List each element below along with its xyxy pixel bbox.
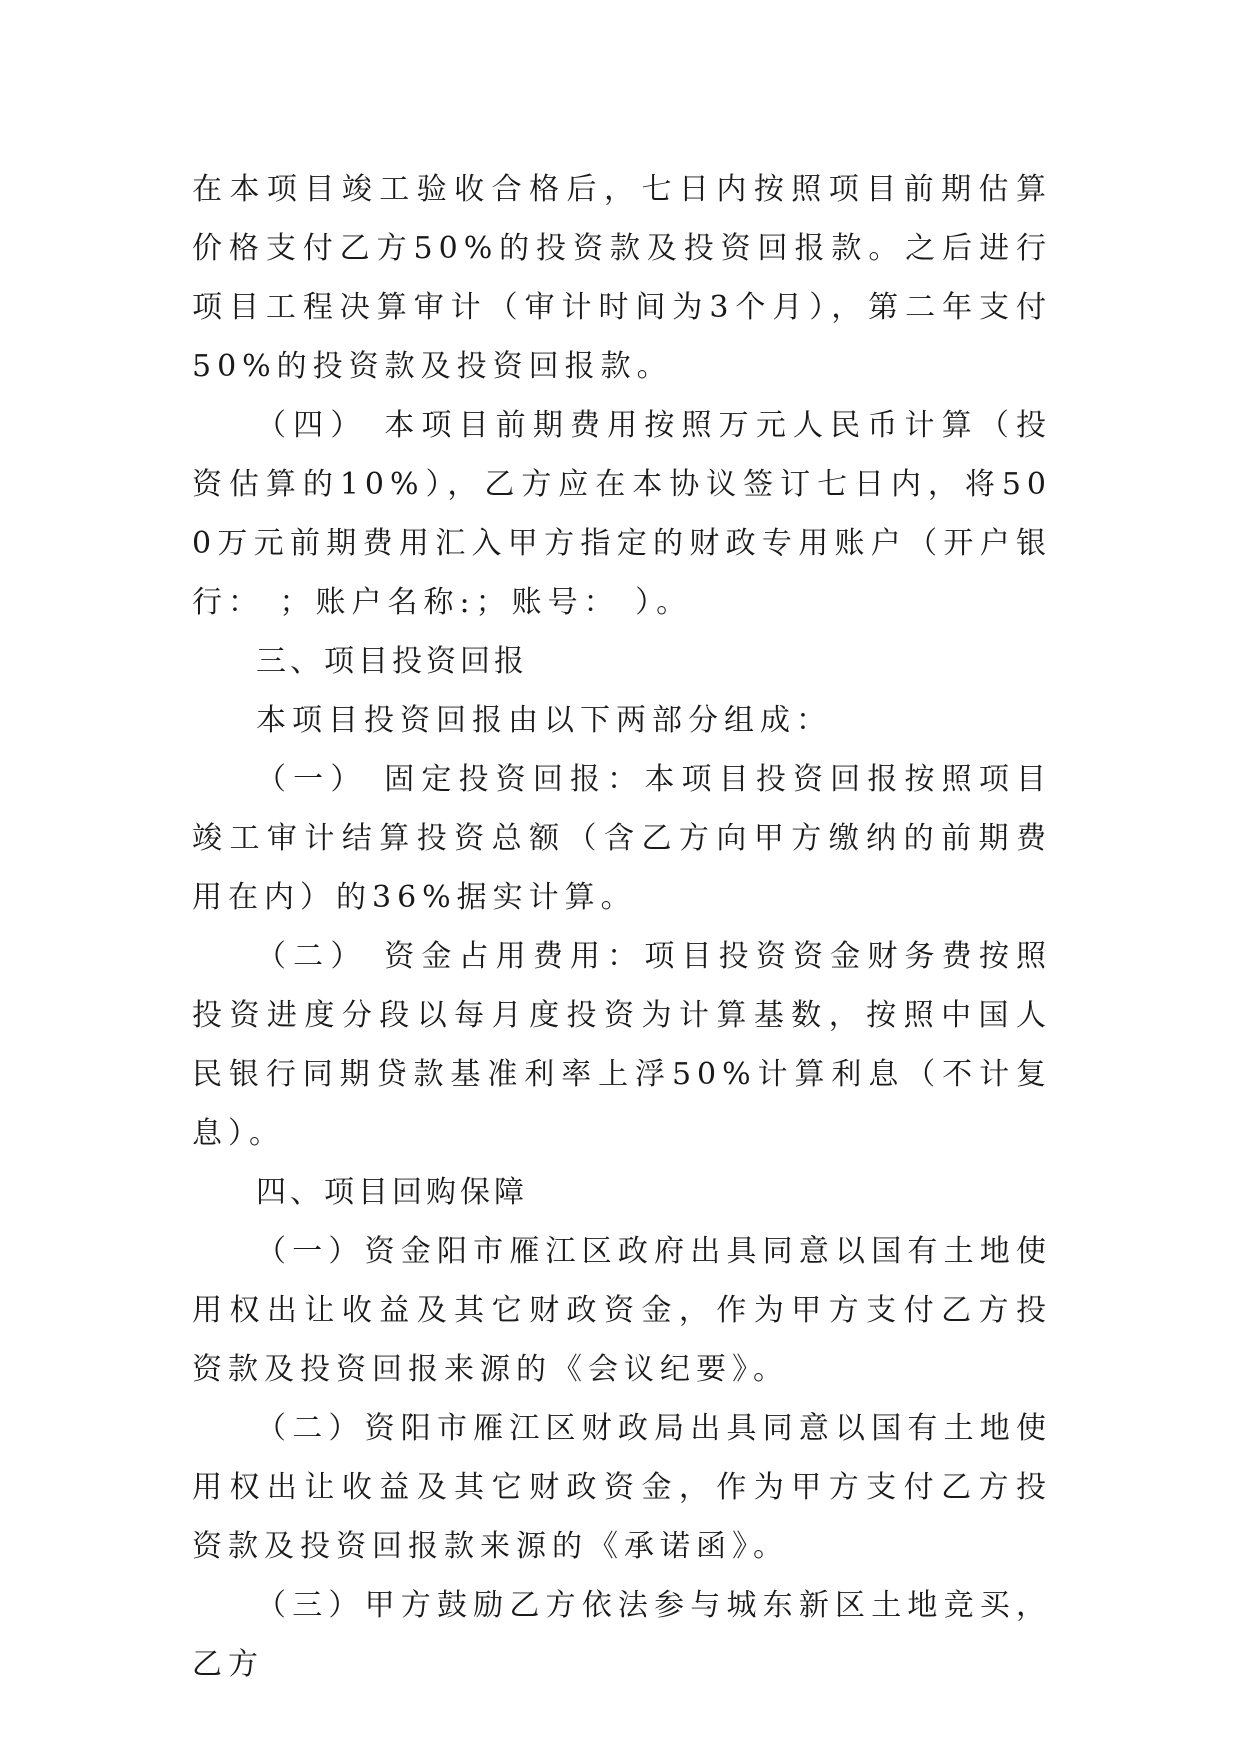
paragraph-fixed-return: （一） 固定投资回报：本项目投资回报按照项目竣工审计结算投资总额（含乙方向甲方缴纳的前期费用在内）的36%据实计算。 <box>192 762 1052 915</box>
paragraph-finance-bureau-commitment: （二）资阳市雁江区财政局出具同意以国有土地使用权出让收益及其它财政资金，作为甲方支付乙方投资款及投资回报款来源的《承诺函》。 <box>192 1411 1052 1564</box>
section-heading-investment-return: 三、项目投资回报 <box>256 644 528 679</box>
section-heading-buyback-guarantee: 四、项目回购保障 <box>256 1175 528 1210</box>
paragraph-capital-cost: （二） 资金占用费用：项目投资资金财务费按照投资进度分段以每月度投资为计算基数，按照中国人民银行同期贷款基准利率上浮50%计算利息（不计复息）。 <box>192 939 1052 1151</box>
paragraph-land-bidding: （三）甲方鼓励乙方依法参与城东新区土地竞买，乙方 <box>192 1588 1052 1682</box>
document-body <box>192 160 1052 1694</box>
paragraph-preliminary-fees: （四） 本项目前期费用按照万元人民币计算（投资估算的10%），乙方应在本协议签订七日内，将500万元前期费用汇入甲方指定的财政专用账户（开户银行： ；账户名称:；账号： ）。 <box>192 408 1052 620</box>
paragraph-government-minutes: （一）资金阳市雁江区政府出具同意以国有土地使用权出让收益及其它财政资金，作为甲方支付乙方投资款及投资回报来源的《会议纪要》。 <box>192 1234 1052 1387</box>
paragraph-return-composition: 本项目投资回报由以下两部分组成： <box>256 703 832 738</box>
paragraph-payment-terms: 在本项目竣工验收合格后，七日内按照项目前期估算价格支付乙方50%的投资款及投资回报款。之后进行项目工程决算审计（审计时间为3个月），第二年支付50%的投资款及投资回报款。 <box>192 172 1052 384</box>
